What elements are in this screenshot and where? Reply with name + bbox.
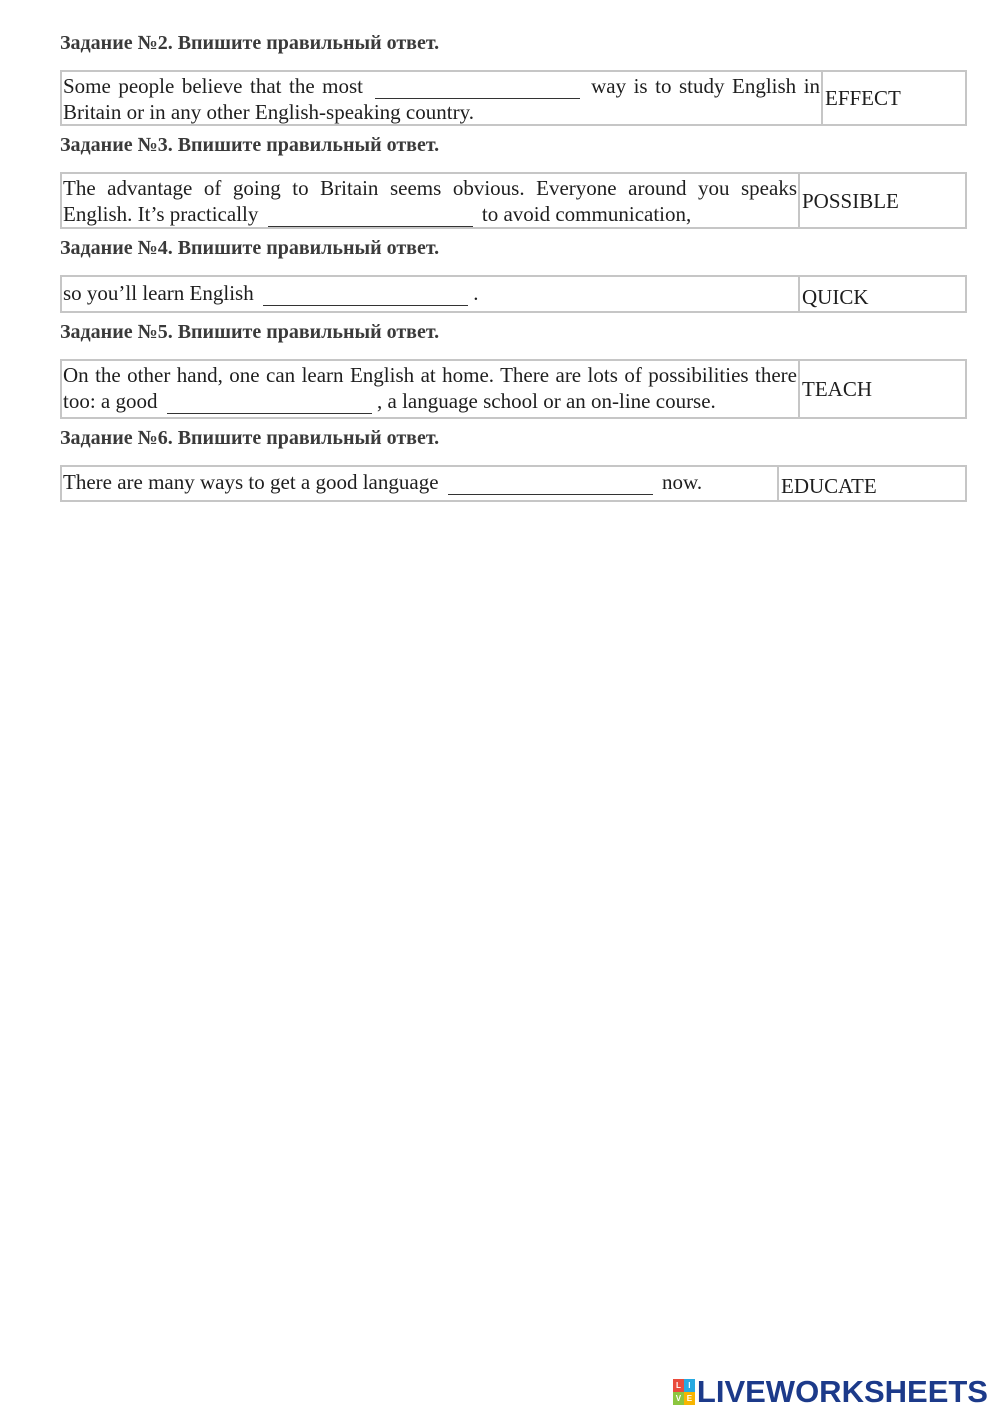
liveworksheets-logo <box>673 1374 988 1410</box>
task-4-word: QUICK <box>802 285 869 309</box>
task-4-answer-input[interactable] <box>263 285 468 306</box>
task-5-text-after: , a language school or an on-line course. <box>377 389 716 413</box>
task-6-text-before: There are many ways to get a good language <box>63 470 439 494</box>
task-3-sentence <box>62 174 800 227</box>
task-5-table <box>60 359 967 419</box>
logo-mark-e: E <box>684 1392 695 1405</box>
task-5-text-before: On the other hand, one can learn English at home. There are lots of possibilities there too: a good <box>63 363 797 413</box>
task-6-text-after: now. <box>662 470 703 494</box>
task-4-text-after: . <box>473 281 479 305</box>
task-2-sentence <box>62 72 823 124</box>
task-3-text-before: The advantage of going to Britain seems obvious. Everyone around you speaks English. It’s practically <box>63 176 797 226</box>
task-6-word: EDUCATE <box>781 473 877 498</box>
logo-mark-v: V <box>673 1392 684 1405</box>
task-5-word: TEACH <box>802 377 872 401</box>
task-3-heading: Задание №3. Впишите правильный ответ. <box>60 134 440 156</box>
task-4-table <box>60 275 967 313</box>
logo-text: LIVEWORKSHEETS <box>696 1374 988 1409</box>
task-6-sentence <box>62 467 779 500</box>
task-4-text-before: so you’ll learn English <box>63 281 254 305</box>
task-2-heading: Задание №2. Впишите правильный ответ. <box>60 32 440 54</box>
task-5-sentence <box>62 361 800 417</box>
task-2-text-after: way is to study English in Britain or in any other English-speaking country. <box>63 74 821 124</box>
task-3-word: POSSIBLE <box>802 188 899 213</box>
logo-mark-l: L <box>673 1379 684 1392</box>
task-2-answer-input[interactable] <box>375 78 580 99</box>
task-5-heading: Задание №5. Впишите правильный ответ. <box>60 321 440 343</box>
task-4-heading: Задание №4. Впишите правильный ответ. <box>60 237 440 259</box>
task-2-table <box>60 70 967 126</box>
logo-mark-icon <box>673 1379 695 1405</box>
logo-mark-i: I <box>684 1379 695 1392</box>
task-6-heading: Задание №6. Впишите правильный ответ. <box>60 427 440 449</box>
task-4-sentence <box>62 277 800 311</box>
task-6-table <box>60 465 967 502</box>
task-2-word: EFFECT <box>825 86 901 110</box>
task-6-answer-input[interactable] <box>448 474 653 495</box>
task-3-table <box>60 172 967 229</box>
task-2-text-before: Some people believe that the most <box>63 74 364 98</box>
task-3-text-after: to avoid communication, <box>481 202 692 226</box>
task-5-answer-input[interactable] <box>167 393 372 414</box>
task-3-answer-input[interactable] <box>268 206 473 227</box>
